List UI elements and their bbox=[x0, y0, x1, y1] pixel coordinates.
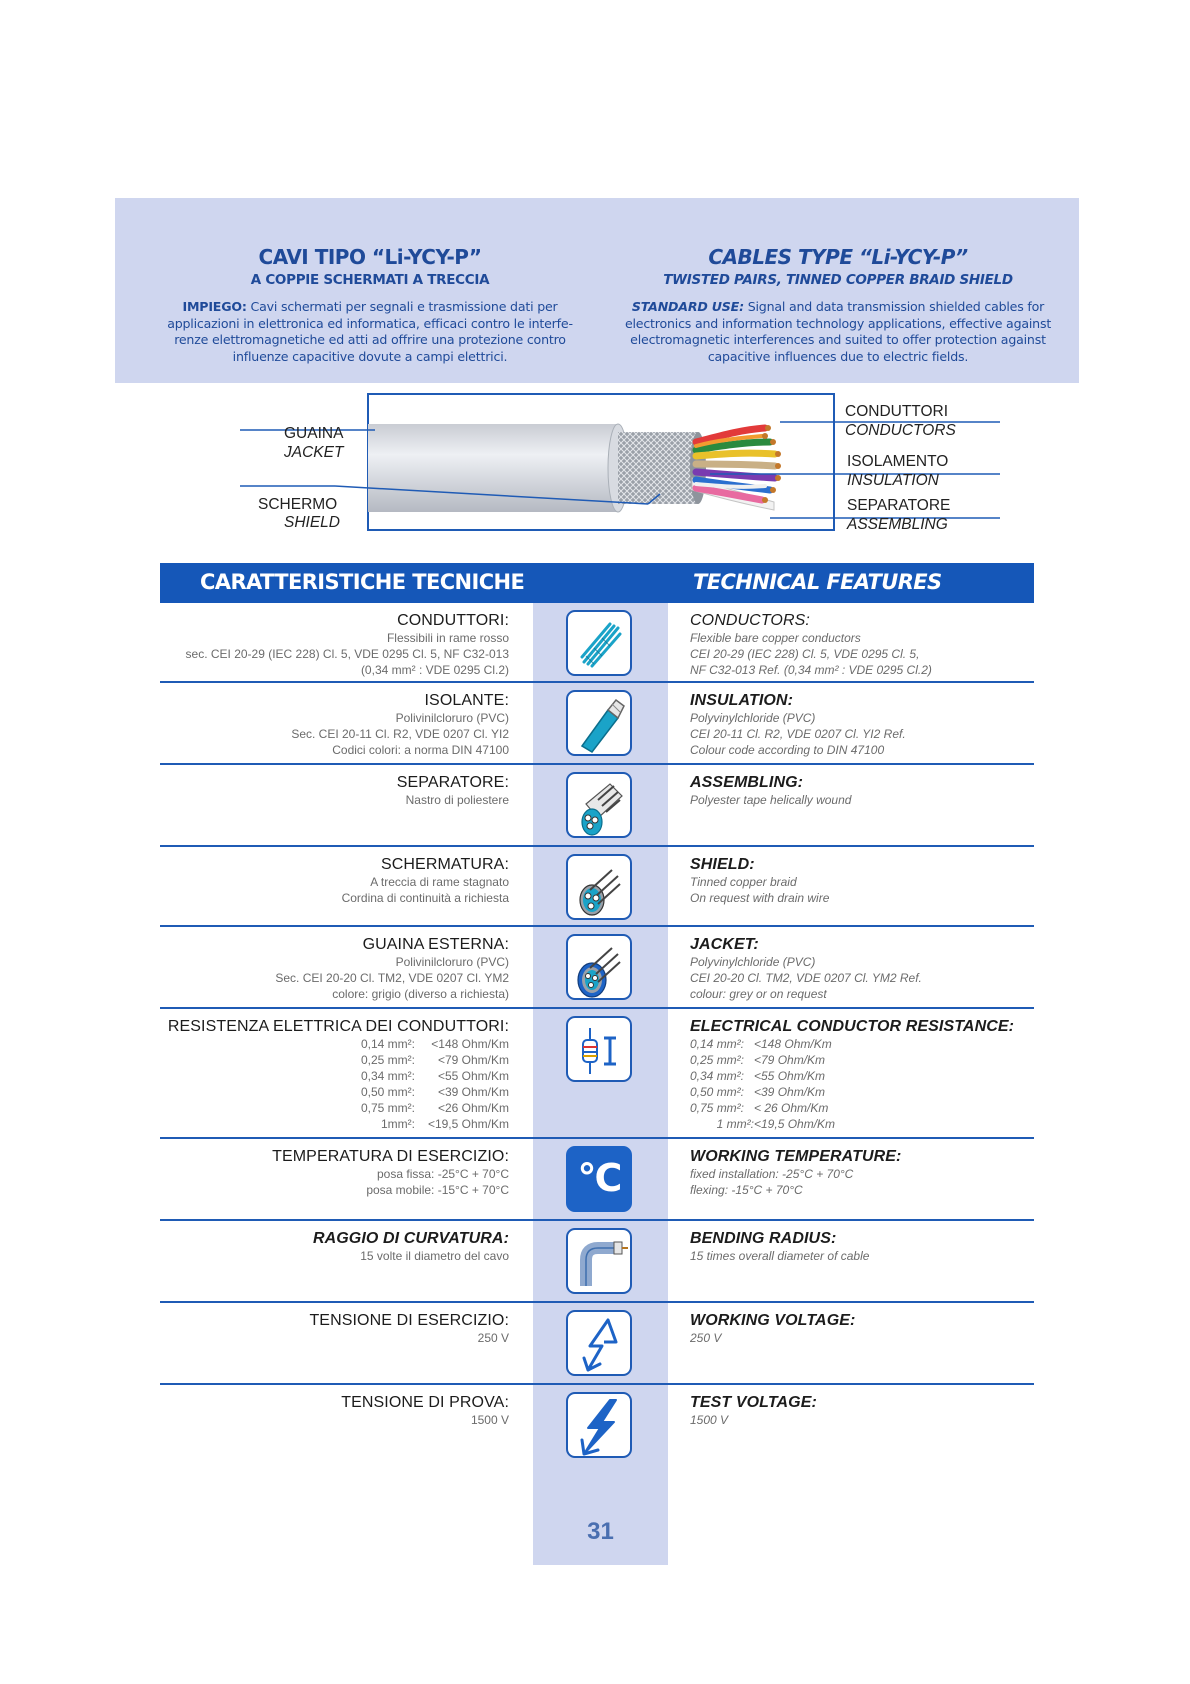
feature-row-conductors bbox=[160, 603, 1034, 683]
row-text-italian: posa fissa: -25°C + 70°C bbox=[377, 1167, 509, 1181]
res-value: <55 Ohm/Km bbox=[437, 1069, 509, 1083]
row-text-english: Polyvinylchloride (PVC) bbox=[690, 955, 816, 969]
row-label-english: CONDUCTORS: bbox=[690, 612, 810, 629]
res-value: <39 Ohm/Km bbox=[754, 1085, 826, 1099]
res-value: <79 Ohm/Km bbox=[437, 1053, 509, 1067]
res-size: 0,25 mm²: bbox=[360, 1053, 415, 1067]
row-label-english: WORKING VOLTAGE: bbox=[690, 1312, 856, 1329]
res-size: 0,34 mm²: bbox=[360, 1069, 415, 1083]
label-conductors-italian: CONDUTTORI bbox=[845, 403, 949, 420]
row-text-italian: colore: grigio (diverso a richiesta) bbox=[332, 987, 509, 1001]
bending-radius-icon bbox=[566, 1228, 632, 1294]
row-text-italian: Codici colori: a norma DIN 47100 bbox=[332, 743, 509, 757]
row-text-english: On request with drain wire bbox=[690, 891, 830, 905]
row-label-english: BENDING RADIUS: bbox=[690, 1230, 837, 1247]
feature-row-resistance bbox=[160, 1009, 1034, 1139]
row-text-italian: Cordina di continuità a richiesta bbox=[341, 891, 509, 905]
res-value: <79 Ohm/Km bbox=[754, 1053, 826, 1067]
title-italian: CAVI TIPO “Li-YCY-P” bbox=[258, 245, 482, 269]
features-title-italian: CARATTERISTICHE TECNICHE bbox=[200, 570, 525, 594]
res-value: <148 Ohm/Km bbox=[431, 1037, 509, 1051]
test-voltage-icon bbox=[566, 1392, 632, 1458]
row-text-italian: 1500 V bbox=[470, 1413, 509, 1427]
row-text-italian: Polivinilcloruro (PVC) bbox=[395, 711, 509, 725]
row-label-english: JACKET: bbox=[690, 936, 759, 953]
res-size: 1mm²: bbox=[381, 1117, 415, 1131]
row-text-italian: sec. CEI 20-29 (IEC 228) Cl. 5, VDE 0295 Cl. 5, NF C32-013 bbox=[185, 647, 509, 661]
res-size: 0,14 mm²: bbox=[690, 1037, 745, 1051]
use-italian bbox=[155, 299, 585, 365]
row-text-english: Colour code according to DIN 47100 bbox=[690, 743, 885, 757]
res-value: <19,5 Ohm/Km bbox=[427, 1117, 509, 1131]
row-label-italian: TENSIONE DI ESERCIZIO: bbox=[309, 1312, 509, 1329]
res-value: <55 Ohm/Km bbox=[754, 1069, 826, 1083]
row-text-english: CEI 20-29 (IEC 228) Cl. 5, VDE 0295 Cl. 5, bbox=[690, 647, 920, 661]
row-label-italian: TENSIONE DI PROVA: bbox=[341, 1394, 509, 1411]
row-label-italian: TEMPERATURA DI ESERCIZIO: bbox=[272, 1148, 509, 1165]
row-text-english: 250 V bbox=[690, 1331, 722, 1345]
feature-row-shield bbox=[160, 847, 1034, 927]
features-title-english: TECHNICAL FEATURES bbox=[693, 570, 942, 594]
res-size: 0,14 mm²: bbox=[360, 1037, 415, 1051]
row-text-italian: Polivinilcloruro (PVC) bbox=[395, 955, 509, 969]
features-header-bar bbox=[160, 563, 1034, 603]
shield-icon bbox=[566, 854, 632, 920]
row-text-english: Polyvinylchloride (PVC) bbox=[690, 711, 816, 725]
row-text-italian: 250 V bbox=[477, 1331, 509, 1345]
conductor-icon bbox=[566, 610, 632, 676]
res-value: <19,5 Ohm/Km bbox=[754, 1117, 836, 1131]
row-text-italian: Sec. CEI 20-20 Cl. TM2, VDE 0207 Cl. YM2 bbox=[275, 971, 509, 985]
row-text-italian: 15 volte il diametro del cavo bbox=[360, 1249, 509, 1263]
row-label-italian: CONDUTTORI: bbox=[397, 612, 509, 629]
title-english: CABLES TYPE “Li-YCY-P” bbox=[708, 245, 968, 269]
header-english bbox=[623, 244, 1053, 365]
label-conductors-english: CONDUCTORS bbox=[845, 422, 956, 439]
res-size: 1 mm²: bbox=[716, 1117, 754, 1131]
label-insulation-italian: ISOLAMENTO bbox=[847, 453, 949, 470]
label-insulation-english: INSULATION bbox=[847, 472, 939, 489]
row-label-english: ASSEMBLING: bbox=[690, 774, 804, 791]
row-label-italian: RAGGIO DI CURVATURA: bbox=[312, 1230, 509, 1247]
res-size: 0,34 mm²: bbox=[690, 1069, 745, 1083]
feature-row-assembling bbox=[160, 765, 1034, 847]
feature-row-jacket bbox=[160, 927, 1034, 1009]
label-shield-english: SHIELD bbox=[284, 514, 340, 531]
use-text-italian: Cavi schermati per segnali e trasmissione dati per applicazioni in elettronica ed informatica, efficaci contro le interfe-renze elettromagnetiche ed atti ad offrire una protezione contro influenze capacitive dovute a campi elettrici. bbox=[167, 299, 573, 364]
resistance-values-italian bbox=[349, 1036, 509, 1132]
temperature-icon bbox=[566, 1146, 632, 1212]
row-label-english: WORKING TEMPERATURE: bbox=[690, 1148, 902, 1165]
label-assembling-italian: SEPARATORE bbox=[847, 497, 951, 514]
row-text-english: Polyester tape helically wound bbox=[690, 793, 852, 807]
res-size: 0,75 mm²: bbox=[690, 1101, 745, 1115]
row-label-english: INSULATION: bbox=[690, 692, 794, 709]
use-label-english: STANDARD USE: bbox=[631, 299, 744, 314]
use-text-english: Signal and data transmission shielded cables for electronics and information technology applications, effective against electromagnetic interferences and suited to offer protection against capacitive influences due to electric fields. bbox=[624, 299, 1052, 364]
row-text-english: CEI 20-20 Cl. TM2, VDE 0207 Cl. YM2 Ref. bbox=[690, 971, 922, 985]
resistance-values-english bbox=[690, 1036, 1034, 1132]
use-label-italian: IMPIEGO: bbox=[182, 299, 247, 314]
row-text-english: Flexible bare copper conductors bbox=[690, 631, 861, 645]
feature-row-insulation bbox=[160, 683, 1034, 765]
temperature-icon-text: °C bbox=[577, 1156, 621, 1200]
row-label-italian: GUAINA ESTERNA: bbox=[362, 936, 509, 953]
label-shield-italian: SCHERMO bbox=[258, 496, 338, 513]
feature-row-temperature bbox=[160, 1139, 1034, 1221]
res-size: 0,50 mm²: bbox=[690, 1085, 745, 1099]
jacket-icon bbox=[566, 934, 632, 1000]
header-italian bbox=[155, 244, 585, 365]
row-text-english: 1500 V bbox=[690, 1413, 729, 1427]
res-value: <39 Ohm/Km bbox=[437, 1085, 509, 1099]
row-text-english: 15 times overall diameter of cable bbox=[690, 1249, 870, 1263]
feature-row-test-voltage bbox=[160, 1385, 1034, 1467]
res-size: 0,75 mm²: bbox=[360, 1101, 415, 1115]
row-text-italian: Flessibili in rame rosso bbox=[386, 631, 509, 645]
row-text-english: NF C32-013 Ref. (0,34 mm² : VDE 0295 Cl.2) bbox=[690, 663, 932, 677]
label-assembling-english: ASSEMBLING bbox=[847, 516, 948, 533]
row-text-italian: Sec. CEI 20-11 Cl. R2, VDE 0207 Cl. YI2 bbox=[291, 727, 509, 741]
assembling-icon bbox=[566, 772, 632, 838]
page-number: 31 bbox=[587, 1518, 614, 1545]
row-text-english: Tinned copper braid bbox=[690, 875, 797, 889]
use-english bbox=[623, 299, 1053, 365]
row-text-italian: A treccia di rame stagnato bbox=[370, 875, 509, 889]
header-panel bbox=[115, 198, 1079, 383]
row-label-italian: RESISTENZA ELETTRICA DEI CONDUTTORI: bbox=[167, 1018, 509, 1035]
res-value: < 26 Ohm/Km bbox=[754, 1101, 829, 1115]
row-text-italian: posa mobile: -15°C + 70°C bbox=[366, 1183, 509, 1197]
res-value: <148 Ohm/Km bbox=[754, 1037, 832, 1051]
row-text-english: fixed installation: -25°C + 70°C bbox=[690, 1167, 854, 1181]
resistance-icon bbox=[566, 1016, 632, 1082]
res-value: <26 Ohm/Km bbox=[437, 1101, 509, 1115]
subtitle-english: TWISTED PAIRS, TINNED COPPER BRAID SHIELD bbox=[663, 272, 1013, 288]
row-text-english: CEI 20-11 Cl. R2, VDE 0207 Cl. YI2 Ref. bbox=[690, 727, 906, 741]
working-voltage-icon bbox=[566, 1310, 632, 1376]
row-label-english: TEST VOLTAGE: bbox=[690, 1394, 817, 1411]
cable-diagram bbox=[240, 392, 1000, 537]
feature-row-bending-radius bbox=[160, 1221, 1034, 1303]
row-text-italian: (0,34 mm² : VDE 0295 Cl.2) bbox=[360, 663, 509, 677]
insulation-icon bbox=[566, 690, 632, 756]
res-size: 0,25 mm²: bbox=[690, 1053, 745, 1067]
row-label-italian: SCHERMATURA: bbox=[380, 856, 509, 873]
subtitle-italian: A COPPIE SCHERMATI A TRECCIA bbox=[250, 272, 490, 288]
row-text-italian: Nastro di poliestere bbox=[405, 793, 509, 807]
row-text-english: flexing: -15°C + 70°C bbox=[690, 1183, 803, 1197]
label-jacket-italian: GUAINA bbox=[284, 425, 344, 442]
label-jacket-english: JACKET bbox=[284, 444, 344, 461]
row-label-english: ELECTRICAL CONDUCTOR RESISTANCE: bbox=[690, 1018, 1015, 1035]
feature-row-working-voltage bbox=[160, 1303, 1034, 1385]
row-text-english: colour: grey or on request bbox=[690, 987, 827, 1001]
row-label-italian: ISOLANTE: bbox=[424, 692, 509, 709]
row-label-english: SHIELD: bbox=[690, 856, 755, 873]
res-size: 0,50 mm²: bbox=[360, 1085, 415, 1099]
row-label-italian: SEPARATORE: bbox=[396, 774, 509, 791]
